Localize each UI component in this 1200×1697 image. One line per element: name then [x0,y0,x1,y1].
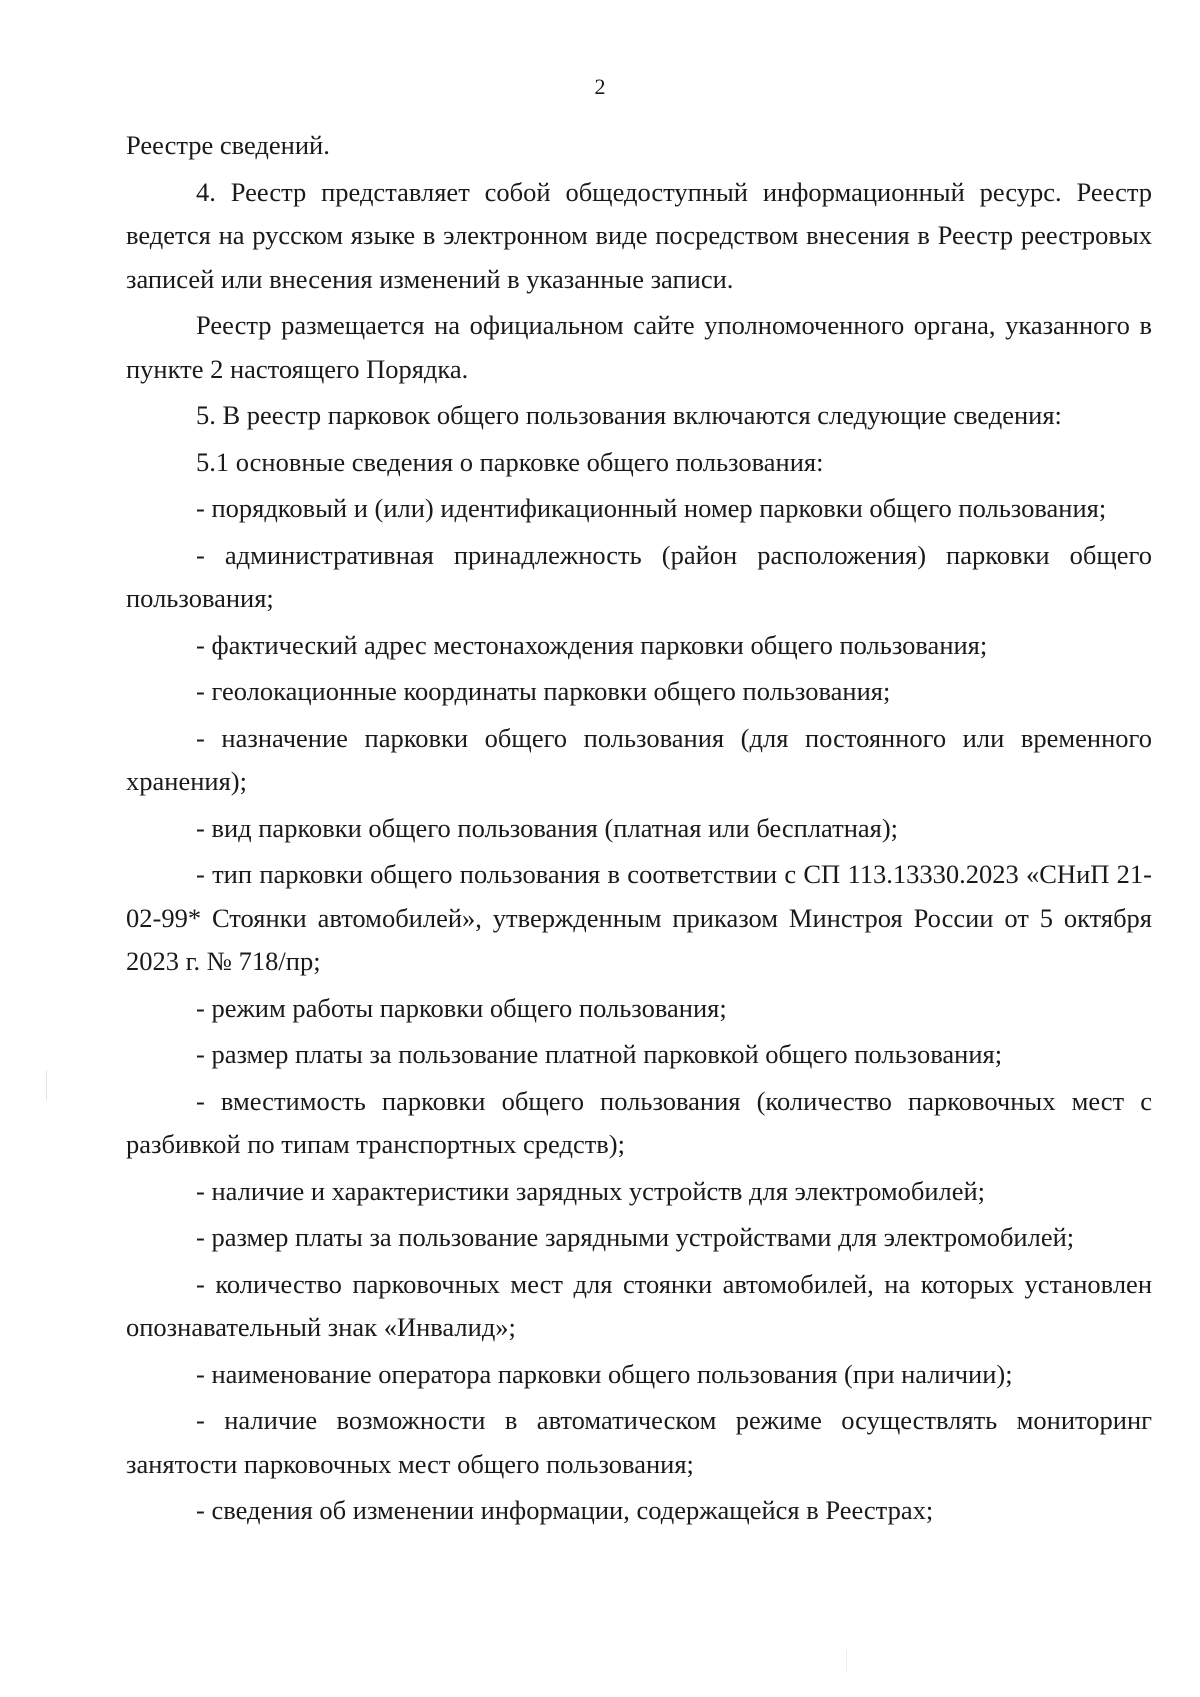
paragraph-registry-placement: Реестр размещается на официальном сайте уполномоченного органа, указанного в пункте 2 настоящего Порядка. [126,310,1152,384]
list-item: - наличие возможности в автоматическом режиме осуществлять мониторинг занятости парковочных мест общего пользования; [126,1405,1152,1479]
paragraph-item-5: 5. В реестр парковок общего пользования включаются следующие сведения: [196,400,1062,430]
list-item: - геолокационные координаты парковки общего пользования; [196,676,891,706]
list-item: - наличие и характеристики зарядных устройств для электромобилей; [196,1175,986,1206]
document-body [126,124,1152,1533]
list-item: - назначение парковки общего пользования (для постоянного или временного хранения); [126,722,1152,796]
list-item: - вместимость парковки общего пользования (количество парковочных мест с разбивкой по типам транспортных средств); [126,1085,1152,1159]
list-item: - административная принадлежность (район расположения) парковки общего пользования; [126,539,1152,613]
list-item: - размер платы за пользование платной парковкой общего пользования; [196,1039,1003,1069]
list-item: - наименование оператора парковки общего пользования (при наличии); [196,1358,1013,1389]
list-item: - вид парковки общего пользования (платная или бесплатная); [196,812,899,843]
list-item: - количество парковочных мест для стоянки автомобилей, на которых установлен опознавательный знак «Инвалид»; [126,1268,1152,1342]
list-item: - фактический адрес местонахождения парковки общего пользования; [196,629,988,660]
list-item: - режим работы парковки общего пользования; [196,992,727,1023]
paragraph-item-5-1: 5.1 основные сведения о парковке общего пользования: [196,446,824,477]
list-item: - порядковый и (или) идентификационный номер парковки общего пользования; [196,493,1107,523]
paragraph-continuation: Реестре сведений. [126,130,330,160]
paragraph-item-4: 4. Реестр представляет собой общедоступный информационный ресурс. Реестр ведется на русском языке в электронном виде посредством внесения в Реестр реестровых записей или внесения изменений в указанные записи. [126,176,1152,294]
scan-artifact [846,1650,847,1672]
page-number: 2 [594,74,606,99]
list-item: - размер платы за пользование зарядными устройствами для электромобилей; [196,1222,1075,1252]
list-item: - тип парковки общего пользования в соответствии с СП 113.13330.2023 «СНиП 21-02-99* Стоянки автомобилей», утвержденным приказом Минстроя России от 5 октября 2023 г. № 718/пр; [126,859,1152,976]
scan-artifact [46,1070,47,1100]
list-item: - сведения об изменении информации, содержащейся в Реестрах; [196,1495,934,1525]
